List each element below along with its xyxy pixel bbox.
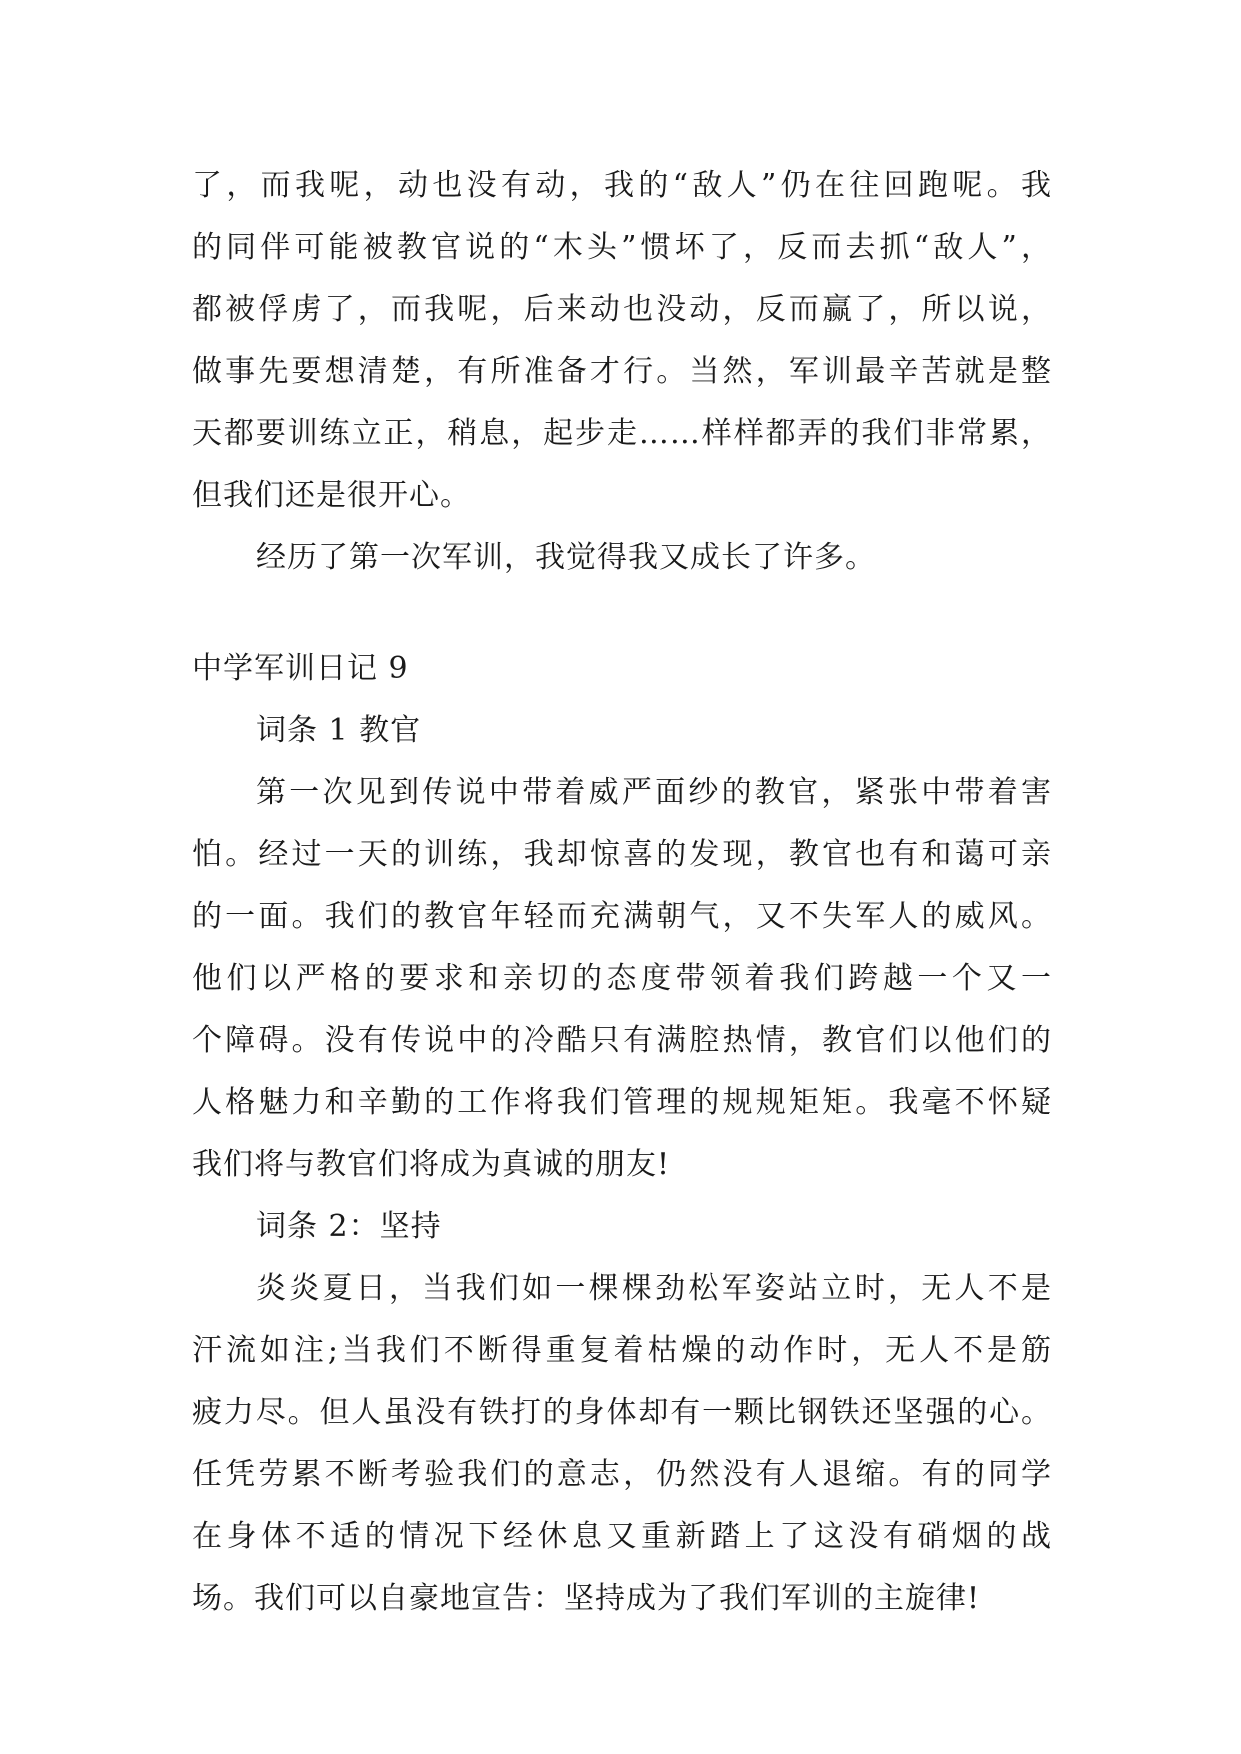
text-line: 他们以严格的要求和亲切的态度带领着我们跨越一个又一 [192,961,1052,996]
entry-heading-persistence: 词条 2：坚持 [256,1209,442,1244]
text-line: 个障碍。没有传说中的冷酷只有满腔热情，教官们以他们的 [192,1023,1052,1058]
text-line: 在身体不适的情况下经休息又重新踏上了这没有硝烟的战 [192,1519,1052,1554]
text-line: 了，而我呢，动也没有动，我的“敌人”仍在往回跑呢。我 [192,168,1052,203]
text-line: 汗流如注;当我们不断得重复着枯燥的动作时，无人不是筋 [192,1333,1052,1368]
text-line: 我们将与教官们将成为真诚的朋友! [192,1147,671,1182]
section-gap [192,597,1052,646]
document-body [192,163,1052,1638]
text-line: 炎炎夏日，当我们如一棵棵劲松军姿站立时，无人不是 [256,1271,1052,1306]
text-line: 场。我们可以自豪地宣告：坚持成为了我们军训的主旋律! [192,1581,981,1616]
text-line: 人格魅力和辛勤的工作将我们管理的规规矩矩。我毫不怀疑 [192,1085,1052,1120]
text-line: 但我们还是很开心。 [192,478,471,513]
text-line: 做事先要想清楚，有所准备才行。当然，军训最辛苦就是整 [192,354,1052,389]
text-line: 的一面。我们的教官年轻而充满朝气，又不失军人的威风。 [192,899,1052,934]
text-line: 任凭劳累不断考验我们的意志，仍然没有人退缩。有的同学 [192,1457,1052,1492]
text-line: 的同伴可能被教官说的“木头”惯坏了，反而去抓“敌人”， [192,230,1052,265]
text-line: 疲力尽。但人虽没有铁打的身体却有一颗比钢铁还坚强的心。 [192,1395,1052,1430]
text-line: 都被俘虏了，而我呢，后来动也没动，反而赢了，所以说， [192,292,1052,327]
entry-heading-instructor: 词条 1 教官 [256,713,422,748]
text-line: 天都要训练立正，稍息，起步走……样样都弄的我们非常累， [192,416,1052,451]
closing-paragraph: 经历了第一次军训，我觉得我又成长了许多。 [256,540,876,575]
text-line: 第一次见到传说中带着威严面纱的教官，紧张中带着害 [256,775,1052,810]
text-line: 怕。经过一天的训练，我却惊喜的发现，教官也有和蔼可亲 [192,837,1052,872]
diary-title: 中学军训日记 9 [192,651,409,686]
